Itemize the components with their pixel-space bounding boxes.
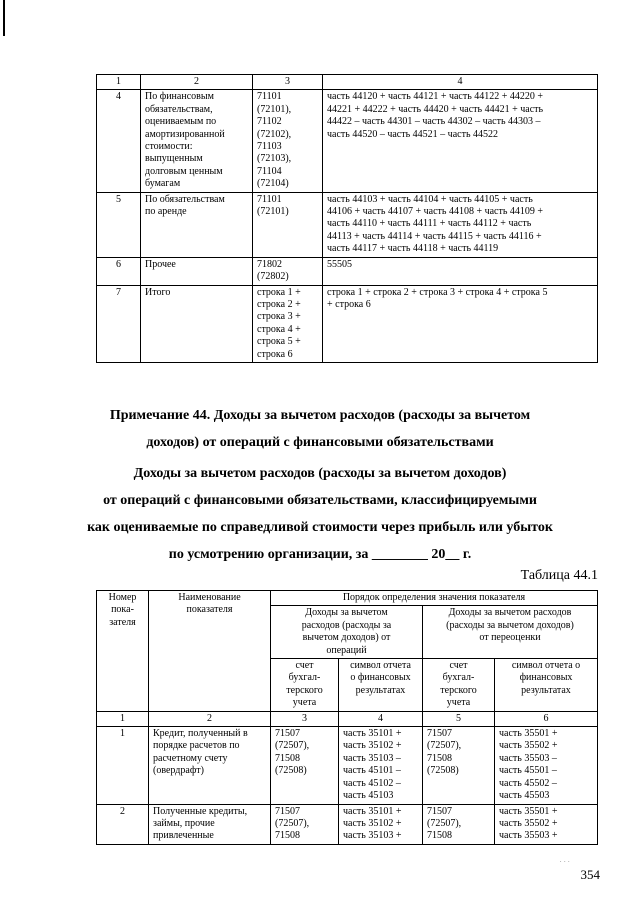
- account-codes: [271, 727, 339, 804]
- column-number: 4: [323, 75, 598, 90]
- text-line: 71802: [257, 258, 282, 270]
- text-line: + строка 6: [327, 298, 371, 310]
- text-line: часть 44103 + часть 44104 + часть 44105 + часть: [327, 193, 533, 205]
- row-number: 6: [97, 257, 141, 285]
- text-line: счет: [449, 660, 468, 672]
- account-codes: [253, 285, 323, 362]
- text-line: часть 35503 –: [499, 752, 557, 764]
- table-row: [97, 90, 598, 192]
- table-caption: Таблица 44.1: [520, 568, 598, 583]
- header-report-symbol: [339, 659, 423, 712]
- text-line: о финансовых: [350, 672, 411, 684]
- account-codes: [423, 727, 495, 804]
- table-row: [97, 192, 598, 257]
- text-line: по аренде: [145, 206, 187, 218]
- column-number: 5: [423, 711, 495, 726]
- text-line: часть 35502 +: [499, 740, 558, 752]
- table-row: [97, 804, 598, 844]
- account-codes: [271, 804, 339, 844]
- row-number: 2: [97, 804, 149, 844]
- text-line: Полученные кредиты,: [153, 805, 248, 817]
- page-number: 354: [580, 867, 600, 882]
- text-line: Итого: [145, 286, 171, 298]
- indicator-name: [141, 285, 253, 362]
- text-line: Доходы за вычетом: [305, 607, 388, 619]
- text-line: часть 35102 +: [343, 817, 402, 829]
- text-line: привлеченные: [153, 830, 214, 842]
- indicator-name: [141, 192, 253, 257]
- table-header-row: [97, 75, 598, 90]
- text-line: бумагам: [145, 178, 181, 190]
- account-codes: [253, 192, 323, 257]
- header-revaluation-income: [423, 606, 598, 659]
- indicator-name: [149, 804, 271, 844]
- text-line: строка 6: [257, 348, 293, 360]
- text-line: 71508: [275, 752, 300, 764]
- table-row: [97, 727, 598, 804]
- text-line: расходов (расходы за: [301, 619, 392, 631]
- text-line: 71101: [257, 91, 282, 103]
- text-line: 44422 – часть 44301 – часть 44302 – часть 44303 –: [327, 116, 541, 128]
- text-line: зателя: [109, 616, 136, 628]
- text-line: 44113 + часть 44114 + часть 44115 + часть 44116 +: [327, 230, 542, 242]
- text-line: счет: [295, 660, 314, 672]
- text-line: строка 4 +: [257, 323, 301, 335]
- text-line: амортизированной: [145, 128, 225, 140]
- formula: [323, 192, 598, 257]
- text-line: (72508): [275, 765, 307, 777]
- scan-artifact: · · ·: [559, 858, 570, 866]
- table-note-43-continuation: [96, 74, 598, 363]
- formula: [323, 285, 598, 362]
- row-number: 1: [97, 727, 149, 804]
- subtitle-line: Доходы за вычетом расходов (расходы за вычетом доходов): [133, 466, 507, 481]
- column-number: 3: [271, 711, 339, 726]
- text-line: часть 44117 + часть 44118 + часть 44119: [327, 243, 499, 255]
- title-line: доходов) от операций с финансовыми обязательствами: [146, 435, 494, 450]
- account-codes: [253, 257, 323, 285]
- column-number: 1: [97, 711, 149, 726]
- row-number: 5: [97, 192, 141, 257]
- formula: [323, 257, 598, 285]
- report-symbols: [339, 804, 423, 844]
- margin-mark: [3, 0, 5, 36]
- text-line: часть 45502 –: [499, 777, 557, 789]
- table-row: [97, 257, 598, 285]
- text-line: Кредит, полученный в: [153, 728, 248, 740]
- column-number: 1: [97, 75, 141, 90]
- header-account: [423, 659, 495, 712]
- text-line: часть 44120 + часть 44121 + часть 44122 + 44220 +: [327, 91, 544, 103]
- text-line: от переоценки: [479, 632, 541, 644]
- text-line: часть 35103 +: [343, 830, 402, 842]
- text-line: (72507),: [427, 817, 462, 829]
- text-line: (72101),: [257, 103, 292, 115]
- text-line: часть 45101 –: [343, 765, 401, 777]
- text-line: 71507: [427, 805, 452, 817]
- text-line: учета: [292, 697, 317, 709]
- column-number: 2: [141, 75, 253, 90]
- text-line: операций: [326, 644, 367, 656]
- text-line: 71507: [275, 728, 300, 740]
- text-line: 71508: [275, 830, 300, 842]
- text-line: выпущенным: [145, 153, 203, 165]
- text-line: часть 45102 –: [343, 777, 401, 789]
- text-line: показателя: [186, 604, 233, 616]
- text-line: часть 35101 +: [343, 728, 402, 740]
- text-line: (72101): [257, 206, 289, 218]
- text-line: часть 35501 +: [499, 728, 558, 740]
- table-subtitle: [60, 460, 580, 568]
- text-line: 71103: [257, 141, 282, 153]
- text-line: часть 35101 +: [343, 805, 402, 817]
- text-line: 71508: [427, 830, 452, 842]
- header-determination-order: Порядок определения значения показателя: [271, 591, 598, 606]
- text-line: терского: [440, 684, 477, 696]
- text-line: пока-: [111, 604, 134, 616]
- text-line: бухгал-: [288, 672, 321, 684]
- subtitle-line: по усмотрению организации, за ________ 20__ г.: [168, 547, 472, 562]
- text-line: строка 1 + строка 2 + строка 3 + строка 4 + строка 5: [327, 286, 548, 298]
- text-line: порядке расчетов по: [153, 740, 240, 752]
- indicator-name: [141, 90, 253, 192]
- text-line: результатах: [521, 684, 571, 696]
- text-line: часть 44520 – часть 44521 – часть 44522: [327, 128, 499, 140]
- text-line: вычетом доходов) от: [302, 632, 391, 644]
- text-line: По обязательствам: [145, 193, 225, 205]
- subtitle-line: как оцениваемые по справедливой стоимости через прибыль или убыток: [87, 520, 553, 535]
- text-line: займы, прочие: [153, 817, 215, 829]
- text-line: 71507: [427, 728, 452, 740]
- column-number: 6: [495, 711, 598, 726]
- text-line: (72508): [427, 765, 459, 777]
- text-line: (72103),: [257, 153, 292, 165]
- column-number: 4: [339, 711, 423, 726]
- report-symbols: [495, 804, 598, 844]
- text-line: (72102),: [257, 128, 292, 140]
- text-line: 44221 + 44222 + часть 44420 + часть 44421 + часть: [327, 103, 544, 115]
- text-line: (72507),: [275, 817, 310, 829]
- title-line: Примечание 44. Доходы за вычетом расходов (расходы за вычетом: [109, 408, 531, 423]
- text-line: часть 44110 + часть 44111 + часть 44112 + часть: [327, 218, 532, 230]
- text-line: (72104): [257, 178, 289, 190]
- column-number: 3: [253, 75, 323, 90]
- note-title: [60, 402, 580, 456]
- text-line: долговым ценным: [145, 165, 223, 177]
- text-line: Наименование: [178, 592, 241, 603]
- text-line: часть 35503 +: [499, 830, 558, 842]
- text-line: (72507),: [427, 740, 462, 752]
- text-line: часть 35502 +: [499, 817, 558, 829]
- text-line: часть 45103: [343, 790, 394, 802]
- text-line: финансовых: [519, 672, 573, 684]
- column-numbers-row: [97, 711, 598, 726]
- header-indicator-number: [97, 591, 149, 712]
- header-account: [271, 659, 339, 712]
- text-line: обязательствам,: [145, 103, 213, 115]
- text-line: 71508: [427, 752, 452, 764]
- text-line: стоимости:: [145, 141, 193, 153]
- text-line: бухгал-: [442, 672, 475, 684]
- text-line: учета: [446, 697, 471, 709]
- text-line: 71507: [275, 805, 300, 817]
- text-line: символ отчета о: [511, 660, 581, 672]
- text-line: 44106 + часть 44107 + часть 44108 + часть 44109 +: [327, 206, 544, 218]
- text-line: строка 5 +: [257, 336, 301, 348]
- account-codes: [423, 804, 495, 844]
- text-line: символ отчета: [350, 660, 411, 672]
- text-line: оцениваемым по: [145, 116, 217, 128]
- report-symbols: [339, 727, 423, 804]
- column-number: 2: [149, 711, 271, 726]
- row-number: 4: [97, 90, 141, 192]
- text-line: (72802): [257, 271, 289, 283]
- header-report-symbol: [495, 659, 598, 712]
- report-symbols: [495, 727, 598, 804]
- header-indicator-name: [149, 591, 271, 712]
- indicator-name: [141, 257, 253, 285]
- subtitle-line: от операций с финансовыми обязательствами, классифицируемыми: [103, 493, 537, 508]
- text-line: Доходы за вычетом расходов: [448, 607, 572, 619]
- formula: [323, 90, 598, 192]
- text-line: расчетному счету: [153, 752, 228, 764]
- text-line: Номер: [108, 592, 137, 603]
- table-row: [97, 285, 598, 362]
- text-line: Прочее: [145, 258, 176, 270]
- text-line: часть 45503: [499, 790, 550, 802]
- text-line: строка 2 +: [257, 298, 301, 310]
- text-line: (72507),: [275, 740, 310, 752]
- text-line: часть 35102 +: [343, 740, 402, 752]
- header-operations-income: [271, 606, 423, 659]
- row-number: 7: [97, 285, 141, 362]
- text-line: 55505: [327, 258, 352, 270]
- text-line: (расходы за вычетом доходов): [446, 619, 574, 631]
- text-line: 71104: [257, 165, 282, 177]
- table-header-row: [97, 591, 598, 606]
- table-44-1: [96, 590, 598, 845]
- text-line: часть 35501 +: [499, 805, 558, 817]
- text-line: 71102: [257, 116, 282, 128]
- text-line: По финансовым: [145, 91, 214, 103]
- text-line: строка 3 +: [257, 311, 301, 323]
- text-line: 71101: [257, 193, 282, 205]
- indicator-name: [149, 727, 271, 804]
- text-line: результатах: [355, 684, 406, 696]
- text-line: (овердрафт): [153, 765, 205, 777]
- text-line: строка 1 +: [257, 286, 301, 298]
- account-codes: [253, 90, 323, 192]
- text-line: часть 35103 –: [343, 752, 401, 764]
- text-line: часть 45501 –: [499, 765, 557, 777]
- text-line: терского: [286, 684, 323, 696]
